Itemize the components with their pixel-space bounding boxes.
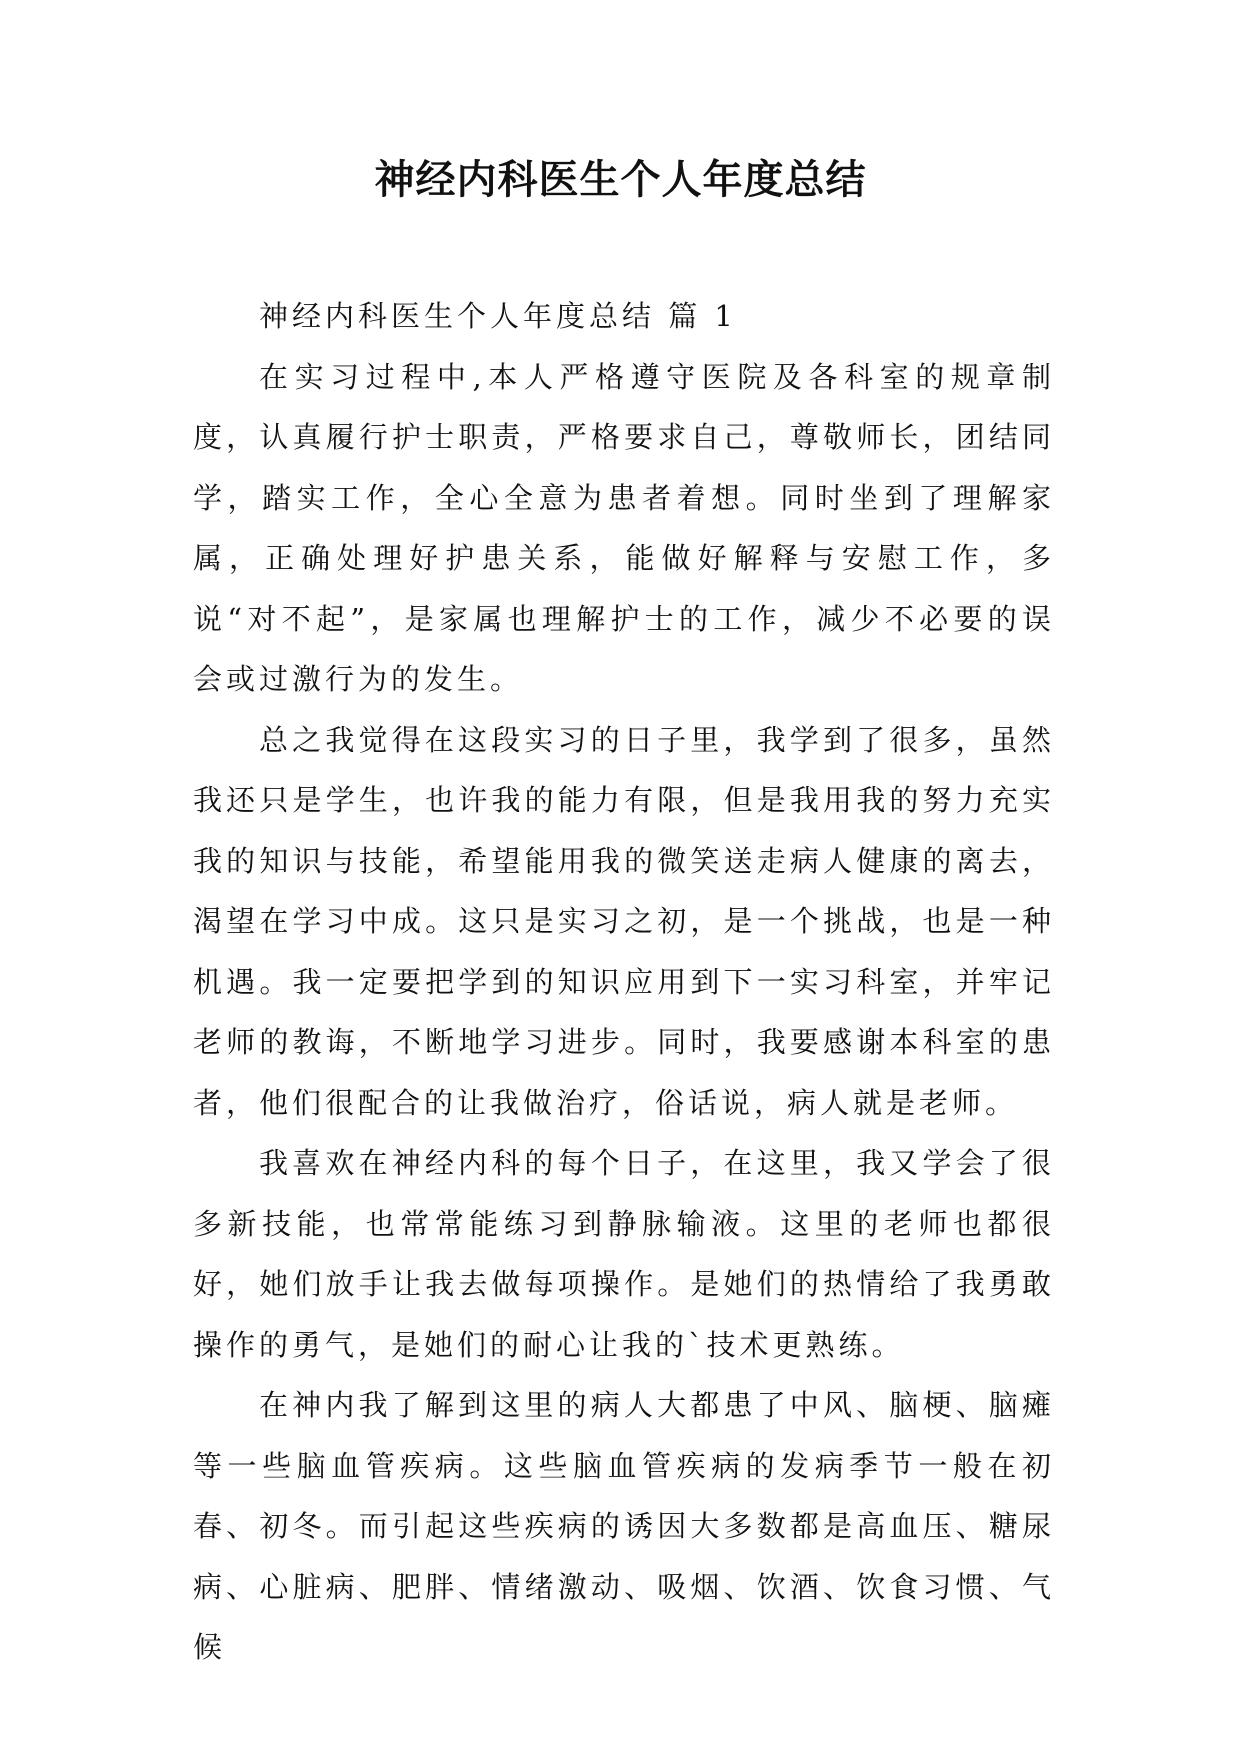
paragraph-3: 我喜欢在神经内科的每个日子，在这里，我又学会了很多新技能，也常常能练习到静脉输液。这里的老师也都很好，她们放手让我去做每项操作。是她们的热情给了我勇敢操作的勇气，是她们的耐心让我的`技术更熟练。 bbox=[193, 1146, 1055, 1362]
paragraph-2: 总之我觉得在这段实习的日子里，我学到了很多，虽然我还只是学生，也许我的能力有限，但是我用我的努力充实我的知识与技能，希望能用我的微笑送走病人健康的离去，渴望在学习中成。这只是实习之初，是一个挑战，也是一种机遇。我一定要把学到的知识应用到下一实习科室，并牢记老师的教诲，不断地学习进步。同时，我要感谢本科室的患者，他们很配合的让我做治疗，俗话说，病人就是老师。 bbox=[193, 722, 1055, 1120]
document-body bbox=[193, 286, 1055, 1678]
paragraph-1: 在实习过程中,本人严格遵守医院及各科室的规章制度，认真履行护士职责，严格要求自己，尊敬师长，团结同学，踏实工作，全心全意为患者着想。同时坐到了理解家属，正确处理好护患关系，能做好解释与安慰工作，多说“对不起”，是家属也理解护士的工作，减少不必要的误会或过激行为的发生。 bbox=[193, 359, 1055, 696]
section-heading: 神经内科医生个人年度总结 篇 1 bbox=[259, 299, 737, 333]
paragraph-4: 在神内我了解到这里的病人大都患了中风、脑梗、脑瘫等一些脑血管疾病。这些脑血管疾病的发病季节一般在初春、初冬。而引起这些疾病的诱因大多数都是高血压、糖尿病、心脏病、肥胖、情绪激动、吸烟、饮酒、饮食习惯、气候 bbox=[193, 1388, 1055, 1664]
document-title: 神经内科医生个人年度总结 bbox=[374, 157, 867, 203]
